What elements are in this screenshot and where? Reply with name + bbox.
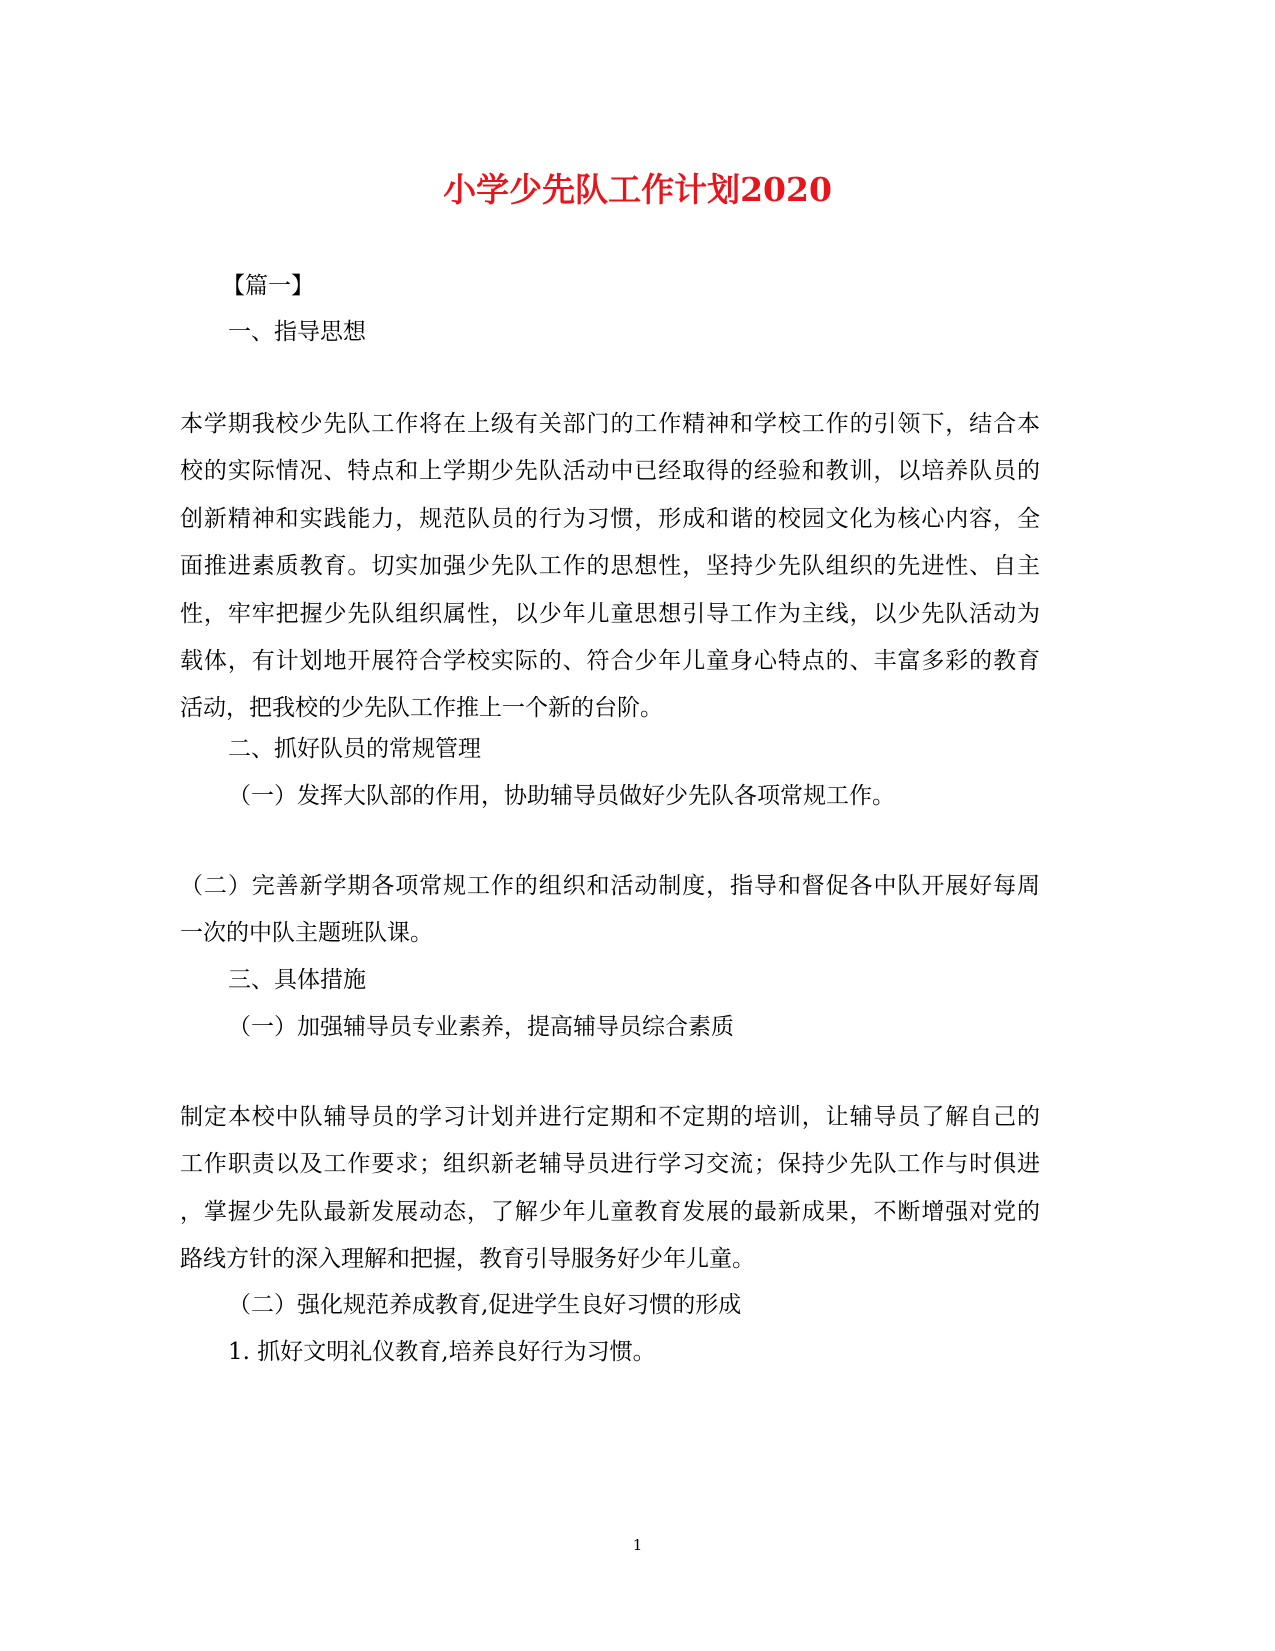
paragraph-line: （二）完善新学期各项常规工作的组织和活动制度，指导和督促各中队开展好每周 [180, 873, 1040, 899]
paragraph-line: 本学期我校少先队工作将在上级有关部门的工作精神和学校工作的引领下，结合本 [180, 411, 1040, 437]
paragraph-guiding-thought [180, 401, 1040, 733]
paragraph-counselor-training [180, 1094, 1040, 1284]
item-etiquette-education: 1. 抓好文明礼仪教育,培养良好行为习惯。 [228, 1339, 656, 1365]
paragraph-line: 校的实际情况、特点和上学期少先队活动中已经取得的经验和教训，以培养队员的 [180, 458, 1040, 485]
document-title: 小学少先队工作计划2020 [443, 170, 832, 209]
item-counselor-quality: （一）加强辅导员专业素养，提高辅导员综合素质 [228, 1014, 734, 1040]
paragraph-line: 性，牢牢把握少先队组织属性，以少年儿童思想引导工作为主线，以少先队活动为 [180, 600, 1040, 627]
paragraph-line: 面推进素质教育。切实加强少先队工作的思想性，坚持少先队组织的先进性、自主 [180, 553, 1040, 580]
paragraph-line: 载体，有计划地开展符合学校实际的、符合少年儿童身心特点的、丰富多彩的教育 [180, 648, 1040, 675]
page-number: 1 [632, 1536, 643, 1554]
section-tag: 【篇一】 [222, 273, 314, 299]
paragraph-line: 制定本校中队辅导员的学习计划并进行定期和不定期的培训，让辅导员了解自己的 [180, 1104, 1040, 1130]
item-habit-formation: （二）强化规范养成教育,促进学生良好习惯的形成 [228, 1292, 742, 1318]
item-brigade-role: （一）发挥大队部的作用，协助辅导员做好少先队各项常规工作。 [228, 783, 895, 809]
paragraph-line: 一次的中队主题班队课。 [180, 920, 433, 947]
paragraph-line: 路线方针的深入理解和把握，教育引导服务好少年儿童。 [180, 1246, 755, 1273]
heading-routine-management: 二、抓好队员的常规管理 [228, 736, 481, 762]
paragraph-line: 创新精神和实践能力，规范队员的行为习惯，形成和谐的校园文化为核心内容，全 [180, 505, 1040, 532]
heading-guiding-thought: 一、指导思想 [228, 319, 366, 345]
paragraph-line: ，掌握少先队最新发展动态，了解少年儿童教育发展的最新成果，不断增强对党的 [180, 1198, 1040, 1225]
heading-specific-measures: 三、具体措施 [228, 967, 366, 993]
paragraph-line: 工作职责以及工作要求；组织新老辅导员进行学习交流；保持少先队工作与时俱进 [180, 1151, 1040, 1178]
paragraph-line: 活动，把我校的少先队工作推上一个新的台阶。 [180, 695, 663, 722]
paragraph-routine-system [180, 863, 1040, 958]
